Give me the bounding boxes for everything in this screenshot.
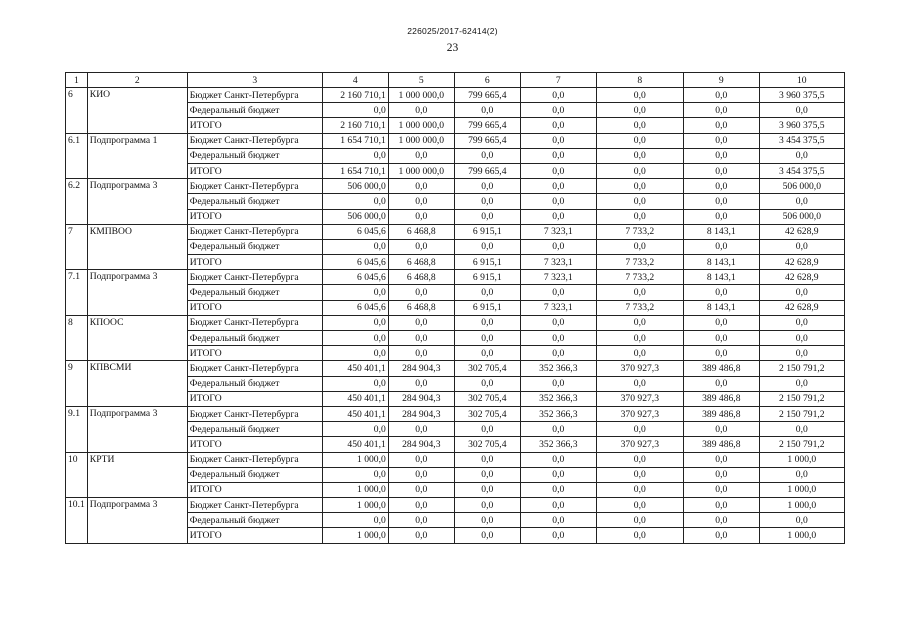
value-cell: 0,0 (520, 118, 596, 133)
value-cell: 6 468,8 (388, 300, 454, 315)
value-cell: 0,0 (596, 422, 683, 437)
value-cell: 8 143,1 (683, 255, 759, 270)
value-cell: 0,0 (683, 331, 759, 346)
value-cell: 0,0 (454, 179, 520, 194)
value-cell: 0,0 (388, 103, 454, 118)
value-cell: 1 654 710,1 (322, 133, 388, 148)
value-cell: 7 323,1 (520, 224, 596, 239)
value-cell: 0,0 (683, 422, 759, 437)
value-cell: 0,0 (759, 422, 844, 437)
value-cell: 0,0 (520, 422, 596, 437)
page-number: 23 (446, 42, 459, 54)
value-cell: 450 401,1 (322, 391, 388, 406)
table-row (66, 224, 845, 239)
value-cell: 0,0 (683, 467, 759, 482)
value-cell: 0,0 (759, 239, 844, 254)
value-cell: 1 000 000,0 (388, 118, 454, 133)
value-cell: 0,0 (759, 285, 844, 300)
value-cell: 0,0 (596, 376, 683, 391)
value-cell: 0,0 (520, 239, 596, 254)
value-cell: 0,0 (454, 346, 520, 361)
value-cell: 0,0 (454, 376, 520, 391)
value-cell: 284 904,3 (388, 391, 454, 406)
funding-source: Федеральный бюджет (187, 422, 322, 437)
value-cell: 0,0 (520, 376, 596, 391)
value-cell: 0,0 (596, 148, 683, 163)
value-cell: 2 150 791,2 (759, 391, 844, 406)
value-cell: 6 045,6 (322, 300, 388, 315)
value-cell: 0,0 (520, 498, 596, 513)
table-row (66, 406, 845, 421)
value-cell: 3 454 375,5 (759, 163, 844, 178)
value-cell: 0,0 (683, 88, 759, 103)
value-cell: 1 654 710,1 (322, 163, 388, 178)
funding-source: Бюджет Санкт-Петербурга (187, 361, 322, 376)
value-cell: 0,0 (596, 528, 683, 543)
value-cell: 0,0 (759, 103, 844, 118)
value-cell: 0,0 (322, 467, 388, 482)
column-header: 7 (520, 73, 596, 88)
funding-source: Бюджет Санкт-Петербурга (187, 452, 322, 467)
value-cell: 0,0 (388, 179, 454, 194)
value-cell: 1 000,0 (759, 528, 844, 543)
item-name: КРТИ (87, 452, 187, 498)
funding-source: ИТОГО (187, 391, 322, 406)
value-cell: 0,0 (388, 315, 454, 330)
value-cell: 2 150 791,2 (759, 437, 844, 452)
value-cell: 0,0 (388, 148, 454, 163)
value-cell: 0,0 (596, 163, 683, 178)
value-cell: 0,0 (454, 285, 520, 300)
value-cell: 0,0 (454, 331, 520, 346)
value-cell: 302 705,4 (454, 437, 520, 452)
value-cell: 0,0 (520, 194, 596, 209)
funding-source: Федеральный бюджет (187, 239, 322, 254)
value-cell: 0,0 (388, 376, 454, 391)
value-cell: 0,0 (322, 422, 388, 437)
table-row (66, 270, 845, 285)
value-cell: 1 000,0 (322, 482, 388, 497)
value-cell: 0,0 (454, 315, 520, 330)
funding-source: ИТОГО (187, 482, 322, 497)
value-cell: 0,0 (322, 239, 388, 254)
value-cell: 352 366,3 (520, 437, 596, 452)
value-cell: 1 000,0 (322, 528, 388, 543)
value-cell: 0,0 (520, 452, 596, 467)
column-header: 4 (322, 73, 388, 88)
value-cell: 6 915,1 (454, 255, 520, 270)
value-cell: 302 705,4 (454, 361, 520, 376)
value-cell: 0,0 (454, 528, 520, 543)
column-header: 5 (388, 73, 454, 88)
value-cell: 0,0 (759, 346, 844, 361)
value-cell: 0,0 (322, 194, 388, 209)
value-cell: 506 000,0 (322, 179, 388, 194)
funding-source: Федеральный бюджет (187, 331, 322, 346)
value-cell: 0,0 (388, 331, 454, 346)
value-cell: 42 628,9 (759, 224, 844, 239)
value-cell: 389 486,8 (683, 391, 759, 406)
value-cell: 0,0 (596, 88, 683, 103)
table-row (66, 179, 845, 194)
value-cell: 0,0 (388, 452, 454, 467)
item-number: 6.2 (66, 179, 88, 225)
value-cell: 0,0 (596, 209, 683, 224)
value-cell: 302 705,4 (454, 391, 520, 406)
value-cell: 0,0 (683, 209, 759, 224)
value-cell: 0,0 (454, 482, 520, 497)
value-cell: 7 323,1 (520, 255, 596, 270)
value-cell: 0,0 (683, 179, 759, 194)
value-cell: 0,0 (596, 194, 683, 209)
value-cell: 0,0 (454, 103, 520, 118)
value-cell: 0,0 (683, 482, 759, 497)
value-cell: 3 960 375,5 (759, 88, 844, 103)
value-cell: 7 733,2 (596, 270, 683, 285)
item-number: 6.1 (66, 133, 88, 179)
value-cell: 0,0 (596, 331, 683, 346)
value-cell: 0,0 (388, 209, 454, 224)
value-cell: 0,0 (454, 239, 520, 254)
value-cell: 0,0 (759, 331, 844, 346)
value-cell: 284 904,3 (388, 437, 454, 452)
value-cell: 799 665,4 (454, 88, 520, 103)
funding-source: Бюджет Санкт-Петербурга (187, 498, 322, 513)
value-cell: 0,0 (520, 346, 596, 361)
value-cell: 6 468,8 (388, 255, 454, 270)
value-cell: 506 000,0 (322, 209, 388, 224)
value-cell: 0,0 (388, 513, 454, 528)
value-cell: 0,0 (596, 133, 683, 148)
value-cell: 0,0 (683, 513, 759, 528)
value-cell: 8 143,1 (683, 300, 759, 315)
value-cell: 799 665,4 (454, 163, 520, 178)
value-cell: 0,0 (520, 467, 596, 482)
value-cell: 799 665,4 (454, 133, 520, 148)
column-number-row (66, 73, 845, 88)
value-cell: 6 045,6 (322, 255, 388, 270)
value-cell: 0,0 (454, 148, 520, 163)
item-name: Подпрограмма 3 (87, 406, 187, 452)
value-cell: 0,0 (596, 513, 683, 528)
value-cell: 450 401,1 (322, 361, 388, 376)
value-cell: 0,0 (388, 482, 454, 497)
value-cell: 370 927,3 (596, 361, 683, 376)
value-cell: 0,0 (520, 331, 596, 346)
value-cell: 389 486,8 (683, 437, 759, 452)
value-cell: 1 000,0 (322, 498, 388, 513)
funding-source: Бюджет Санкт-Петербурга (187, 315, 322, 330)
value-cell: 0,0 (454, 194, 520, 209)
value-cell: 352 366,3 (520, 391, 596, 406)
item-name: КМПВОО (87, 224, 187, 270)
value-cell: 0,0 (388, 285, 454, 300)
item-number: 7 (66, 224, 88, 270)
value-cell: 0,0 (322, 513, 388, 528)
column-header: 3 (187, 73, 322, 88)
value-cell: 0,0 (683, 163, 759, 178)
value-cell: 6 045,6 (322, 224, 388, 239)
value-cell: 6 915,1 (454, 224, 520, 239)
value-cell: 0,0 (683, 376, 759, 391)
item-number: 7.1 (66, 270, 88, 316)
value-cell: 0,0 (388, 528, 454, 543)
column-header: 8 (596, 73, 683, 88)
value-cell: 799 665,4 (454, 118, 520, 133)
value-cell: 0,0 (322, 103, 388, 118)
value-cell: 7 733,2 (596, 300, 683, 315)
value-cell: 7 733,2 (596, 224, 683, 239)
value-cell: 0,0 (520, 163, 596, 178)
value-cell: 0,0 (454, 467, 520, 482)
value-cell: 0,0 (322, 315, 388, 330)
funding-source: ИТОГО (187, 346, 322, 361)
value-cell: 0,0 (520, 528, 596, 543)
funding-source: Федеральный бюджет (187, 148, 322, 163)
column-header: 10 (759, 73, 844, 88)
value-cell: 0,0 (596, 103, 683, 118)
value-cell: 0,0 (596, 285, 683, 300)
value-cell: 0,0 (596, 315, 683, 330)
value-cell: 0,0 (520, 88, 596, 103)
value-cell: 0,0 (683, 285, 759, 300)
value-cell: 0,0 (388, 194, 454, 209)
value-cell: 3 960 375,5 (759, 118, 844, 133)
table-row (66, 361, 845, 376)
value-cell: 0,0 (322, 148, 388, 163)
item-number: 9 (66, 361, 88, 407)
value-cell: 0,0 (388, 467, 454, 482)
value-cell: 1 000 000,0 (388, 163, 454, 178)
funding-source: ИТОГО (187, 209, 322, 224)
value-cell: 1 000,0 (322, 452, 388, 467)
value-cell: 0,0 (683, 346, 759, 361)
value-cell: 0,0 (520, 103, 596, 118)
value-cell: 2 160 710,1 (322, 118, 388, 133)
value-cell: 0,0 (596, 346, 683, 361)
column-header: 6 (454, 73, 520, 88)
value-cell: 389 486,8 (683, 361, 759, 376)
value-cell: 0,0 (759, 194, 844, 209)
value-cell: 0,0 (596, 482, 683, 497)
value-cell: 450 401,1 (322, 437, 388, 452)
value-cell: 42 628,9 (759, 255, 844, 270)
value-cell: 0,0 (683, 133, 759, 148)
value-cell: 1 000,0 (759, 452, 844, 467)
item-name: Подпрограмма 1 (87, 133, 187, 179)
column-header: 9 (683, 73, 759, 88)
funding-source: Бюджет Санкт-Петербурга (187, 224, 322, 239)
value-cell: 0,0 (759, 315, 844, 330)
value-cell: 0,0 (322, 376, 388, 391)
value-cell: 352 366,3 (520, 406, 596, 421)
item-number: 9.1 (66, 406, 88, 452)
value-cell: 6 468,8 (388, 224, 454, 239)
table-row (66, 88, 845, 103)
funding-source: ИТОГО (187, 437, 322, 452)
value-cell: 506 000,0 (759, 179, 844, 194)
item-name: Подпрограмма 3 (87, 498, 187, 544)
funding-source: Федеральный бюджет (187, 103, 322, 118)
value-cell: 284 904,3 (388, 406, 454, 421)
column-header: 1 (66, 73, 88, 88)
value-cell: 0,0 (520, 133, 596, 148)
value-cell: 0,0 (683, 148, 759, 163)
value-cell: 0,0 (520, 179, 596, 194)
value-cell: 450 401,1 (322, 406, 388, 421)
value-cell: 0,0 (596, 118, 683, 133)
value-cell: 389 486,8 (683, 406, 759, 421)
value-cell: 6 468,8 (388, 270, 454, 285)
value-cell: 0,0 (596, 179, 683, 194)
value-cell: 0,0 (683, 239, 759, 254)
value-cell: 2 150 791,2 (759, 361, 844, 376)
value-cell: 370 927,3 (596, 391, 683, 406)
value-cell: 0,0 (683, 194, 759, 209)
value-cell: 0,0 (322, 346, 388, 361)
value-cell: 8 143,1 (683, 224, 759, 239)
value-cell: 0,0 (683, 315, 759, 330)
value-cell: 0,0 (454, 422, 520, 437)
budget-table (65, 72, 845, 544)
value-cell: 0,0 (520, 148, 596, 163)
value-cell: 0,0 (388, 498, 454, 513)
column-header: 2 (87, 73, 187, 88)
item-name: КПВСМИ (87, 361, 187, 407)
value-cell: 0,0 (683, 118, 759, 133)
item-number: 6 (66, 88, 88, 134)
table-body (66, 73, 845, 544)
table-row (66, 133, 845, 148)
value-cell: 0,0 (596, 452, 683, 467)
value-cell: 0,0 (454, 498, 520, 513)
item-number: 8 (66, 315, 88, 361)
value-cell: 0,0 (520, 513, 596, 528)
funding-source: Федеральный бюджет (187, 513, 322, 528)
value-cell: 0,0 (759, 467, 844, 482)
value-cell: 3 454 375,5 (759, 133, 844, 148)
item-name: КИО (87, 88, 187, 134)
document-id: 226025/2017-62414(2) (407, 26, 498, 36)
value-cell: 0,0 (454, 513, 520, 528)
value-cell: 7 733,2 (596, 255, 683, 270)
value-cell: 42 628,9 (759, 300, 844, 315)
value-cell: 6 045,6 (322, 270, 388, 285)
table-row (66, 315, 845, 330)
value-cell: 0,0 (520, 315, 596, 330)
value-cell: 0,0 (759, 148, 844, 163)
table-row (66, 452, 845, 467)
funding-source: ИТОГО (187, 300, 322, 315)
value-cell: 2 160 710,1 (322, 88, 388, 103)
funding-source: ИТОГО (187, 163, 322, 178)
value-cell: 0,0 (683, 528, 759, 543)
value-cell: 0,0 (683, 498, 759, 513)
funding-source: ИТОГО (187, 118, 322, 133)
funding-source: ИТОГО (187, 528, 322, 543)
value-cell: 1 000 000,0 (388, 133, 454, 148)
value-cell: 8 143,1 (683, 270, 759, 285)
value-cell: 0,0 (520, 482, 596, 497)
funding-source: ИТОГО (187, 255, 322, 270)
value-cell: 6 915,1 (454, 300, 520, 315)
value-cell: 2 150 791,2 (759, 406, 844, 421)
value-cell: 0,0 (683, 103, 759, 118)
item-number: 10 (66, 452, 88, 498)
value-cell: 1 000 000,0 (388, 88, 454, 103)
value-cell: 42 628,9 (759, 270, 844, 285)
item-name: КПООС (87, 315, 187, 361)
value-cell: 7 323,1 (520, 270, 596, 285)
value-cell: 0,0 (596, 498, 683, 513)
value-cell: 0,0 (759, 513, 844, 528)
table-row (66, 498, 845, 513)
value-cell: 0,0 (596, 239, 683, 254)
value-cell: 0,0 (596, 467, 683, 482)
funding-source: Бюджет Санкт-Петербурга (187, 133, 322, 148)
value-cell: 1 000,0 (759, 498, 844, 513)
value-cell: 1 000,0 (759, 482, 844, 497)
funding-source: Федеральный бюджет (187, 285, 322, 300)
funding-source: Бюджет Санкт-Петербурга (187, 270, 322, 285)
value-cell: 7 323,1 (520, 300, 596, 315)
funding-source: Федеральный бюджет (187, 467, 322, 482)
item-number: 10.1 (66, 498, 88, 544)
value-cell: 302 705,4 (454, 406, 520, 421)
value-cell: 0,0 (388, 422, 454, 437)
funding-source: Бюджет Санкт-Петербурга (187, 88, 322, 103)
item-name: Подпрограмма 3 (87, 179, 187, 225)
value-cell: 0,0 (683, 452, 759, 467)
value-cell: 370 927,3 (596, 406, 683, 421)
funding-source: Бюджет Санкт-Петербурга (187, 179, 322, 194)
funding-source: Федеральный бюджет (187, 194, 322, 209)
value-cell: 0,0 (388, 239, 454, 254)
value-cell: 0,0 (322, 285, 388, 300)
value-cell: 0,0 (454, 209, 520, 224)
funding-source: Бюджет Санкт-Петербурга (187, 406, 322, 421)
value-cell: 6 915,1 (454, 270, 520, 285)
value-cell: 506 000,0 (759, 209, 844, 224)
value-cell: 352 366,3 (520, 361, 596, 376)
value-cell: 0,0 (388, 346, 454, 361)
item-name: Подпрограмма 3 (87, 270, 187, 316)
value-cell: 0,0 (520, 285, 596, 300)
value-cell: 0,0 (322, 331, 388, 346)
value-cell: 0,0 (520, 209, 596, 224)
value-cell: 0,0 (454, 452, 520, 467)
funding-source: Федеральный бюджет (187, 376, 322, 391)
value-cell: 0,0 (759, 376, 844, 391)
value-cell: 284 904,3 (388, 361, 454, 376)
value-cell: 370 927,3 (596, 437, 683, 452)
